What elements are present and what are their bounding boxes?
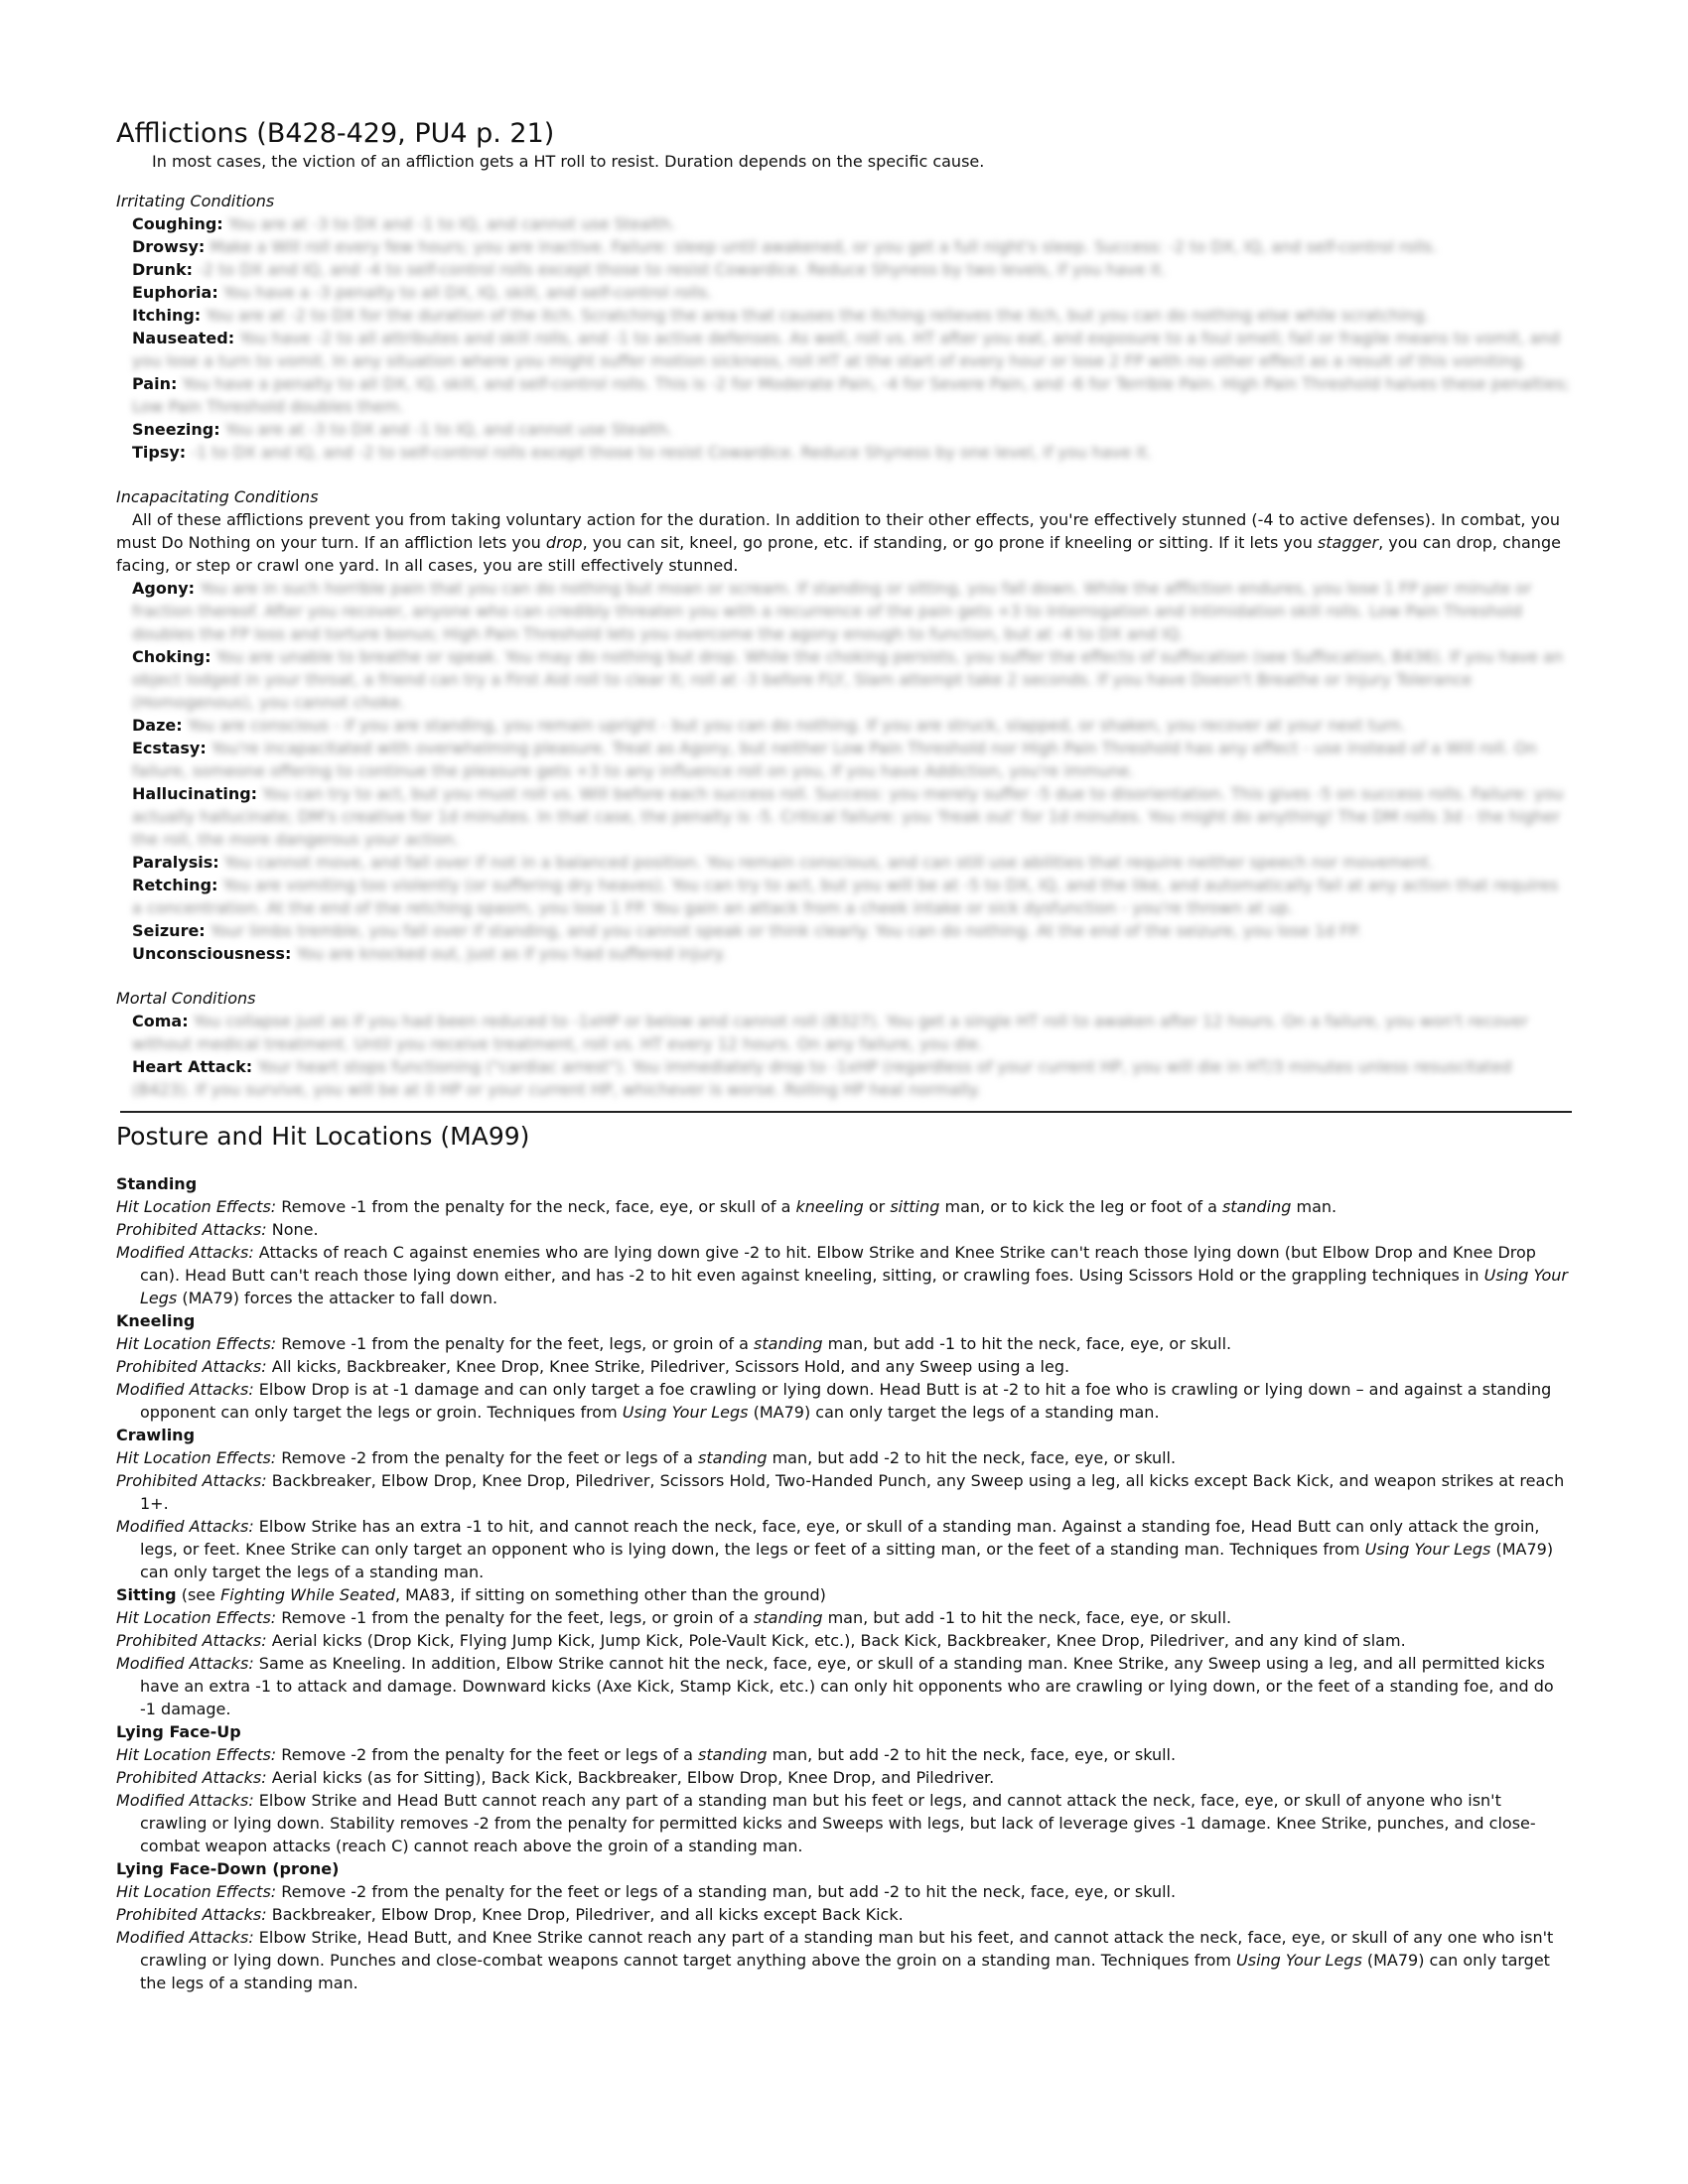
posture-name: Crawling <box>116 1426 196 1444</box>
posture-name: Lying Face-Up <box>116 1722 241 1741</box>
rule-label: Hit Location Effects: <box>116 1745 277 1764</box>
text-run: man, or to kick the leg or foot of a <box>939 1197 1222 1216</box>
text-run: or <box>863 1197 891 1216</box>
posture-rule-line <box>116 1629 1572 1652</box>
condition-entry <box>116 874 1572 919</box>
condition-entry <box>116 418 1572 441</box>
posture-name: Kneeling <box>116 1311 196 1330</box>
condition-description: Make a Will roll every few hours; you are inactive. Failure: sleep until awakened, or you get a full night's sleep. Success: -2 to DX, IQ, and self-control rolls. <box>210 237 1438 256</box>
condition-entry <box>116 645 1572 714</box>
spacer <box>116 1153 1572 1172</box>
condition-entry <box>116 1055 1572 1101</box>
condition-entry <box>116 942 1572 965</box>
condition-term: Agony: <box>132 579 196 598</box>
condition-term: Tipsy: <box>132 443 187 462</box>
condition-entry <box>116 919 1572 942</box>
text-run: Elbow Strike, Head Butt, and Knee Strike cannot reach any part of a standing man but his feet, and cannot attack the neck, face, eye, or skull of any one who isn't crawling or lying down. Punches and close-combat weapons cannot target anything above the groin on a standing man. Techniques from <box>140 1928 1554 1970</box>
text-run: Backbreaker, Elbow Drop, Knee Drop, Piledriver, and all kicks except Back Kick. <box>266 1905 904 1924</box>
rule-label: Hit Location Effects: <box>116 1197 277 1216</box>
posture-rule-line <box>116 1218 1572 1241</box>
posture-heading <box>116 1583 1572 1606</box>
rule-label: Prohibited Attacks: <box>116 1768 267 1787</box>
intro-text: All of these afflictions prevent you from taking voluntary action for the duration. In addition to their other effects, you're effectively stunned (-4 to active defenses). In combat, you must Do Nothing on your turn. If an affliction lets you <box>116 510 1560 552</box>
condition-term: Retching: <box>132 876 218 894</box>
posture-heading <box>116 1857 1572 1880</box>
condition-term: Seizure: <box>132 921 206 940</box>
condition-description: Your limbs tremble, you fall over if standing, and you cannot speak or think clearly. You can do nothing. At the end of the seizure, you lose 1d FP. <box>210 921 1361 940</box>
rule-label: Prohibited Attacks: <box>116 1357 267 1376</box>
condition-description: You collapse just as if you had been reduced to -1xHP or below and cannot roll (B327). You get a single HT roll to awaken after 12 hours. On a failure, you won't recover without medical treatment. Until you receive treatment, roll vs. HT every 12 hours. On any failure, you die. <box>132 1012 1528 1053</box>
condition-term: Pain: <box>132 374 178 393</box>
afflictions-intro: In most cases, the viction of an affliction gets a HT roll to resist. Duration depends on the specific cause. <box>152 152 985 171</box>
rule-label: Prohibited Attacks: <box>116 1631 267 1650</box>
posture-name: Standing <box>116 1174 198 1193</box>
condition-description: You're incapacitated with overwhelming pleasure. Treat as Agony, but neither Low Pain Threshold nor High Pain Threshold has any effect - use instead of a Will roll. On failure, someone offering to continue the pleasure gets +3 to any influence roll on you, if you have Addiction, you're immune. <box>132 739 1537 780</box>
condition-description: You are at -2 to DX for the duration of the itch. Scratching the area that causes the itching relieves the itch, but you can do nothing else while scratching. <box>206 306 1430 325</box>
italic-reference: Using Your Legs <box>1364 1540 1491 1559</box>
condition-description: You cannot move, and fall over if not in a balanced position. You remain conscious, and can still use abilities that require neither speech nor movement. <box>223 853 1435 872</box>
text-run: Same as Kneeling. In addition, Elbow Strike cannot hit the neck, face, eye, or skull of a standing man. Knee Strike, any Sweep using a leg, and all permitted kicks have an extra -1 to attack and damage. Downward kicks (Axe Kick, Stamp Kick, etc.) can only hit opponents who are crawling or lying down, or the feet of a standing foe, and do -1 damage. <box>140 1654 1554 1718</box>
condition-entry <box>116 441 1572 464</box>
text-run: None. <box>266 1220 319 1239</box>
posture-heading <box>116 1172 1572 1195</box>
rule-label: Prohibited Attacks: <box>116 1471 267 1490</box>
condition-description: -2 to DX and IQ, and -4 to self-control rolls except those to resist Cowardice. Reduce Shyness by two levels, if you have it. <box>198 260 1167 279</box>
posture-rule-line <box>116 1880 1572 1903</box>
condition-entry <box>116 212 1572 235</box>
text-run: man. <box>1291 1197 1337 1216</box>
condition-term: Coughing: <box>132 214 223 233</box>
intro-text: , you can sit, kneel, go prone, etc. if standing, or go prone if kneeling or sitting. If it lets you <box>582 533 1318 552</box>
condition-description: You are at -3 to DX and -1 to IQ, and cannot use Stealth. <box>224 420 673 439</box>
rule-label: Modified Attacks: <box>116 1791 254 1810</box>
posture-rule-line <box>116 1766 1572 1789</box>
rule-label: Hit Location Effects: <box>116 1334 277 1353</box>
intro-drop: drop <box>545 533 583 552</box>
text-run: Remove -1 from the penalty for the feet, legs, or groin of a <box>276 1334 755 1353</box>
text-run: Aerial kicks (Drop Kick, Flying Jump Kick, Jump Kick, Pole-Vault Kick, etc.), Back Kick, Backbreaker, Knee Drop, Piledriver, and any kind of slam. <box>266 1631 1406 1650</box>
text-run: All kicks, Backbreaker, Knee Drop, Knee Strike, Piledriver, Scissors Hold, and any Sweep using a leg. <box>266 1357 1070 1376</box>
text-run: Remove -2 from the penalty for the feet or legs of a <box>276 1745 699 1764</box>
condition-entry <box>116 737 1572 782</box>
intro-stagger: stagger <box>1317 533 1379 552</box>
mortal-conditions-list <box>116 1010 1572 1101</box>
condition-description: You are vomiting too violently (or suffering dry heaves). You can try to act, but you will be at -5 to DX, IQ, and the like, and automatically fail at any action that requires a concentration. At the end of the retching spasm, you lose 1 FP. You gain an attack from a cheek intake or sick dysfunction - you're thrown at up. <box>132 876 1559 917</box>
posture-heading <box>116 1424 1572 1446</box>
spacer <box>116 173 1572 191</box>
text-run: Remove -1 from the penalty for the feet, legs, or groin of a <box>276 1608 755 1627</box>
condition-description: You have a -3 penalty to all DX, IQ, skill, and self-control rolls. <box>222 283 713 302</box>
condition-description: You can try to act, but you must roll vs. Will before each success roll. Success: you merely suffer -5 due to disorientation. This gives -5 on success rolls. Failure: you actually hallucinate; DM's creative for 1d minutes. In that case, the penalty is -5. Critical failure: you 'freak out' for 1d minutes. You might do anything! The DM rolls 3d - the higher the roll, the more dangerous your action. <box>132 784 1564 849</box>
condition-term: Daze: <box>132 716 183 735</box>
spacer <box>116 965 1572 988</box>
posture-rule-line <box>116 1743 1572 1766</box>
condition-entry <box>116 281 1572 304</box>
irritating-conditions-list <box>116 212 1572 464</box>
incapacitating-intro <box>116 508 1572 577</box>
rule-label: Hit Location Effects: <box>116 1882 277 1901</box>
text-run: Aerial kicks (as for Sitting), Back Kick, Backbreaker, Elbow Drop, Knee Drop, and Piledriver. <box>266 1768 995 1787</box>
rule-label: Prohibited Attacks: <box>116 1905 267 1924</box>
text-run: Remove -2 from the penalty for the feet or legs of a standing man, but add -2 to hit the neck, face, eye, or skull. <box>276 1882 1177 1901</box>
text-run: Remove -2 from the penalty for the feet or legs of a <box>276 1448 699 1467</box>
condition-term: Drunk: <box>132 260 193 279</box>
condition-term: Ecstasy: <box>132 739 207 757</box>
text-run: (MA79) can only target the legs of a standing man. <box>140 1951 1550 1992</box>
posture-rule-line <box>116 1378 1572 1424</box>
rule-label: Modified Attacks: <box>116 1654 254 1673</box>
posture-rule-line <box>116 1515 1572 1583</box>
condition-term: Itching: <box>132 306 202 325</box>
rule-label: Modified Attacks: <box>116 1380 254 1399</box>
rule-label: Prohibited Attacks: <box>116 1220 267 1239</box>
text-run: Remove -1 from the penalty for the neck, face, eye, or skull of a <box>276 1197 796 1216</box>
text-run: , MA83, if sitting on something other than the ground) <box>394 1585 826 1604</box>
text-run: man, but add -1 to hit the neck, face, eye, or skull. <box>822 1608 1232 1627</box>
posture-rule-line <box>116 1926 1572 1994</box>
condition-description: You are unable to breathe or speak. You may do nothing but drop. While the choking persists, you suffer the effects of suffocation (see Suffocation, B436). If you have an object lodged in your throat, a friend can try a First Aid roll to clear it; roll at -3 before FLY, Slam attempt take 2 seconds. If you have Doesn't Breathe or Injury Tolerance (Homogenous), you cannot choke. <box>132 647 1563 712</box>
posture-rule-line <box>116 1469 1572 1515</box>
condition-description: You are at -3 to DX and -1 to IQ, and cannot use Stealth. <box>227 214 676 233</box>
condition-entry <box>116 235 1572 258</box>
document-page <box>116 117 1572 1994</box>
italic-reference: Using Your Legs <box>140 1266 1569 1307</box>
posture-rule-line <box>116 1355 1572 1378</box>
condition-term: Paralysis: <box>132 853 219 872</box>
condition-description: You are knocked out, just as if you had suffered injury. <box>296 944 727 963</box>
incapacitating-heading: Incapacitating Conditions <box>116 487 319 506</box>
irritating-heading: Irritating Conditions <box>116 192 275 210</box>
condition-entry <box>116 372 1572 418</box>
condition-entry <box>116 304 1572 327</box>
italic-reference: Using Your Legs <box>622 1403 749 1422</box>
text-run: Elbow Strike has an extra -1 to hit, and cannot reach the neck, face, eye, or skull of a standing man. Against a standing foe, Head Butt can only attack the groin, legs, or feet. Knee Strike can only target an opponent who is lying down, the legs or feet of a sitting man, or the feet of a standing man. Techniques from <box>140 1517 1540 1559</box>
condition-entry <box>116 327 1572 372</box>
posture-rule-line <box>116 1606 1572 1629</box>
condition-entry <box>116 851 1572 874</box>
condition-description: You are in such horrible pain that you can do nothing but moan or scream. If standing or sitting, you fall down. While the affliction endures, you lose 1 FP per minute or fraction thereof. After you recover, anyone who can credibly threaten you with a recurrence of the pain gets +3 to Interrogation and Intimidation skill rolls. Low Pain Threshold doubles the FP loss and torture bonus; High Pain Threshold lets you overcome the agony enough to function, but at -4 to DX and IQ. <box>132 579 1532 643</box>
condition-term: Drowsy: <box>132 237 206 256</box>
condition-entry <box>116 782 1572 851</box>
text-run: man, but add -2 to hit the neck, face, eye, or skull. <box>767 1448 1177 1467</box>
condition-entry <box>116 1010 1572 1055</box>
posture-rule-line <box>116 1903 1572 1926</box>
rule-label: Modified Attacks: <box>116 1928 254 1947</box>
condition-term: Heart Attack: <box>132 1057 253 1076</box>
condition-term: Hallucinating: <box>132 784 258 803</box>
rule-label: Modified Attacks: <box>116 1243 254 1262</box>
condition-entry <box>116 258 1572 281</box>
posture-name: Sitting <box>116 1585 177 1604</box>
intro-text: , you can drop, change facing, or step or crawl one yard. In all cases, you are still effectively stunned. <box>116 533 1561 575</box>
text-run: man, but add -2 to hit the neck, face, eye, or skull. <box>767 1745 1177 1764</box>
posture-title: Posture and Hit Locations (MA99) <box>116 1122 530 1151</box>
posture-rule-line <box>116 1241 1572 1309</box>
posture-rule-line <box>116 1332 1572 1355</box>
text-run: (MA79) forces the attacker to fall down. <box>177 1289 498 1307</box>
posture-sections <box>116 1172 1572 1994</box>
text-run: (MA79) can only target the legs of a standing man. <box>748 1403 1160 1422</box>
text-run: Backbreaker, Elbow Drop, Knee Drop, Piledriver, Scissors Hold, Two-Handed Punch, any Sweep using a leg, all kicks except Back Kick, and weapon strikes at reach 1+. <box>140 1471 1565 1513</box>
rule-label: Hit Location Effects: <box>116 1448 277 1467</box>
rule-label: Hit Location Effects: <box>116 1608 277 1627</box>
incapacitating-conditions-list <box>116 577 1572 965</box>
condition-description: You are conscious - if you are standing, you remain upright - but you can do nothing. If you are struck, slapped, or shaken, you recover at your next turn. <box>187 716 1406 735</box>
italic-reference: standing <box>1221 1197 1292 1216</box>
condition-term: Unconsciousness: <box>132 944 292 963</box>
posture-name: Lying Face-Down (prone) <box>116 1859 340 1878</box>
posture-heading <box>116 1309 1572 1332</box>
condition-term: Coma: <box>132 1012 189 1030</box>
text-run: man, but add -1 to hit the neck, face, eye, or skull. <box>822 1334 1232 1353</box>
condition-description: -1 to DX and IQ, and -2 to self-control rolls except those to resist Cowardice. Reduce Shyness by one level, if you have it. <box>191 443 1152 462</box>
condition-term: Choking: <box>132 647 211 666</box>
posture-name-note <box>177 1585 826 1604</box>
italic-reference: kneeling <box>795 1197 864 1216</box>
condition-term: Nauseated: <box>132 329 235 347</box>
condition-entry <box>116 714 1572 737</box>
italic-reference: standing <box>698 1745 768 1764</box>
text-run: Elbow Drop is at -1 damage and can only target a foe crawling or lying down. Head Butt is at -2 to hit a foe who is crawling or lying down – and against a standing opponent can only target the legs or groin. Techniques from <box>140 1380 1552 1422</box>
italic-reference: Fighting While Seated <box>220 1585 395 1604</box>
condition-description: Your heart stops functioning ("cardiac arrest"). You immediately drop to -1xHP (regardless of your current HP, you will die in HT/3 minutes unless resuscitated (B423). If you survive, you will be at 0 HP or your current HP, whichever is worse. Rolling HP heal normally. <box>132 1057 1512 1099</box>
posture-rule-line <box>116 1652 1572 1720</box>
posture-heading <box>116 1720 1572 1743</box>
italic-reference: standing <box>754 1608 823 1627</box>
italic-reference: standing <box>754 1334 823 1353</box>
section-divider <box>120 1111 1572 1113</box>
text-run: Elbow Strike and Head Butt cannot reach any part of a standing man but his feet or legs, and cannot attack the neck, face, eye, or skull of anyone who isn't crawling or lying down. Stability removes -2 from the penalty for permitted kicks and Sweeps with legs, but lack of leverage gives -1 damage. Knee Strike, punches, and close-combat weapon attacks (reach C) cannot reach above the groin of a standing man. <box>140 1791 1536 1855</box>
text-run: (see <box>176 1585 221 1604</box>
mortal-heading: Mortal Conditions <box>116 989 256 1008</box>
posture-rule-line <box>116 1446 1572 1469</box>
italic-reference: sitting <box>890 1197 940 1216</box>
italic-reference: standing <box>698 1448 768 1467</box>
rule-label: Modified Attacks: <box>116 1517 254 1536</box>
condition-description: You have a penalty to all DX, IQ, skill, and self-control rolls. This is -2 for Moderate Pain, -4 for Severe Pain, and -6 for Terrible Pain. High Pain Threshold halves these penalties; Low Pain Threshold doubles them. <box>132 374 1570 416</box>
spacer <box>116 464 1572 486</box>
condition-term: Sneezing: <box>132 420 220 439</box>
condition-description: You have -2 to all attributes and skill rolls, and -1 to active defenses. As well, roll vs. HT after you eat, and exposure to a foul smell; fail or fragile means to vomit, and you lose a turn to vomit. In any situation where you might suffer motion sickness, roll HT at the start of every hour or lose 2 FP with no other effect as a result of this vomiting. <box>132 329 1560 370</box>
posture-rule-line <box>116 1789 1572 1857</box>
condition-term: Euphoria: <box>132 283 218 302</box>
posture-rule-line <box>116 1195 1572 1218</box>
text-run: (MA79) can only target the legs of a standing man. <box>140 1540 1554 1581</box>
condition-entry <box>116 577 1572 645</box>
text-run: Attacks of reach C against enemies who are lying down give -2 to hit. Elbow Strike and Knee Strike can't reach those lying down (but Elbow Drop and Knee Drop can). Head Butt can't reach those lying down either, and has -2 to hit even against kneeling, sitting, or crawling foes. Using Scissors Hold or the grappling techniques in <box>140 1243 1536 1285</box>
afflictions-title: Afflictions (B428-429, PU4 p. 21) <box>116 118 555 149</box>
italic-reference: Using Your Legs <box>1236 1951 1362 1970</box>
